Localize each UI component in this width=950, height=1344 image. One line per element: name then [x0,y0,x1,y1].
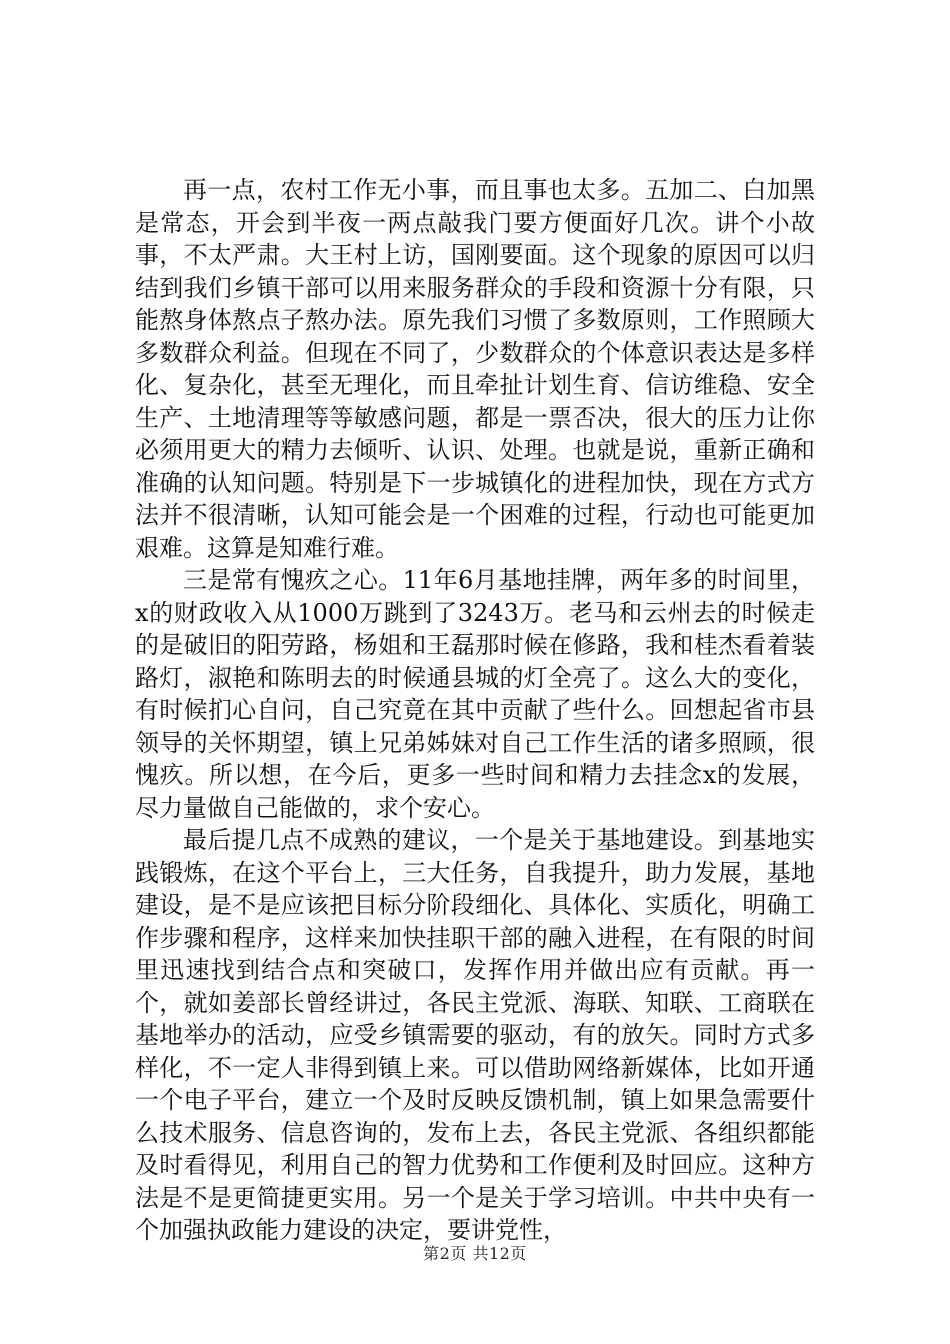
paragraph-1: 再一点，农村工作无小事，而且事也太多。五加二、白加黑是常态，开会到半夜一两点敲我门要方便面好几次。讲个小故事，不太严肃。大王村上访，国刚要面。这个现象的原因可以归结到我们乡镇干部可以用来服务群众的手段和资源十分有限，只能熬身体熬点子熬办法。原先我们习惯了多数原则，工作照顾大多数群众利益。但现在不同了，少数群众的个体意识表达是多样化、复杂化，甚至无理化，而且牵扯计划生育、信访维稳、安全生产、土地清理等等敏感问题，都是一票否决，很大的压力让你必须用更大的精力去倾听、认识、处理。也就是说，重新正确和准确的认知问题。特别是下一步城镇化的进程加快，现在方式方法并不很清晰，认知可能会是一个困难的过程，行动也可能更加艰难。这算是知难行难。 [135,176,815,562]
document-body [135,174,815,1247]
paragraph-2: 三是常有愧疚之心。11年6月基地挂牌，两年多的时间里，x的财政收入从1000万跳到了3243万。老马和云州去的时候走的是破旧的阳劳路，杨姐和王磊那时候在修路，我和桂杰看着装路灯，淑艳和陈明去的时候通县城的灯全亮了。这么大的变化，有时候扪心自问，自己究竟在其中贡献了些什么。回想起省市县领导的关怀期望，镇上兄弟姊妹对自己工作生活的诸多照顾，很愧疚。所以想，在今后，更多一些时间和精力去挂念x的发展，尽力量做自己能做的，求个安心。 [135,566,815,822]
paragraph-3: 最后提几点不成熟的建议，一个是关于基地建设。到基地实践锻炼，在这个平台上，三大任务，自我提升，助力发展，基地建设，是不是应该把目标分阶段细化、具体化、实质化，明确工作步骤和程序，这样来加快挂职干部的融入进程，在有限的时间里迅速找到结合点和突破口，发挥作用并做出应有贡献。再一个，就如姜部长曾经讲过，各民主党派、海联、知联、工商联在基地举办的活动，应受乡镇需要的驱动，有的放矢。同时方式多样化，不一定人非得到镇上来。可以借助网络新媒体，比如开通一个电子平台，建立一个及时反映反馈机制，镇上如果急需要什么技术服务、信息咨询的，发布上去，各民主党派、各组织都能及时看得见，利用自己的智力优势和工作便利及时回应。这种方法是不是更简捷更实用。另一个是关于学习培训。中共中央有一个加强执政能力建设的决定，要讲党性， [135,826,815,1244]
page-footer: 第2页 共12页 [423,1244,527,1263]
